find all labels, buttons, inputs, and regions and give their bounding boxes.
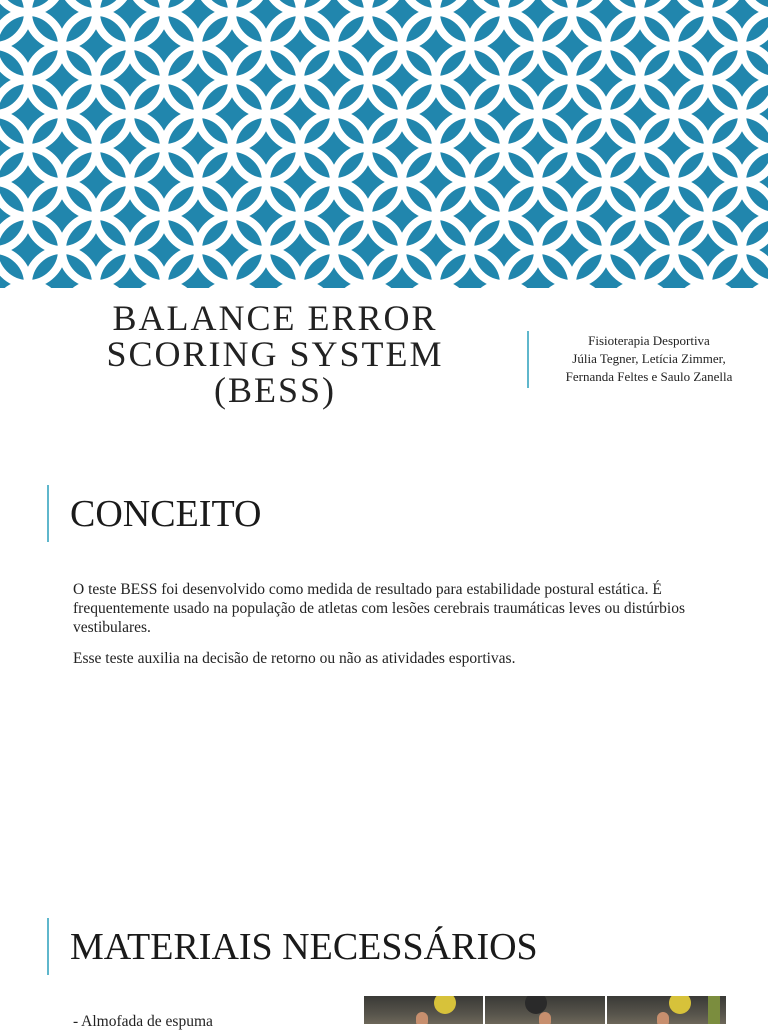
decorative-pattern-banner — [0, 0, 768, 288]
concept-paragraph: Esse teste auxilia na decisão de retorno ou não as atividades esportivas. — [73, 650, 516, 667]
authors-line: Júlia Tegner, Letícia Zimmer, — [572, 351, 726, 366]
subtitle-authors — [548, 332, 750, 386]
section-heading-materiais: MATERIAIS NECESSÁRIOS — [70, 926, 538, 968]
course-name: Fisioterapia Desportiva — [588, 333, 710, 348]
section-accent-bar — [47, 485, 49, 542]
title-line: BALANCE ERROR — [112, 298, 438, 338]
title-line: (BESS) — [213, 370, 337, 410]
title-line: SCORING SYSTEM — [106, 334, 444, 374]
section-heading-conceito: CONCEITO — [70, 493, 262, 535]
test-photo — [485, 996, 604, 1024]
section-accent-bar — [47, 918, 49, 975]
list-item: - Almofada de espuma — [73, 1013, 213, 1030]
test-photos — [364, 996, 726, 1024]
materials-list — [73, 1012, 213, 1031]
authors-line: Fernanda Feltes e Saulo Zanella — [565, 369, 733, 384]
presentation-title — [60, 300, 490, 408]
test-photo — [607, 996, 726, 1024]
test-photo — [364, 996, 483, 1024]
subtitle-divider — [527, 331, 529, 388]
concept-paragraph: O teste BESS foi desenvolvido como medida de resultado para estabilidade postural estática. É frequentemente usado na população de atletas com lesões cerebrais traumáticas leves ou distúrbios vestibulares. — [73, 581, 686, 636]
